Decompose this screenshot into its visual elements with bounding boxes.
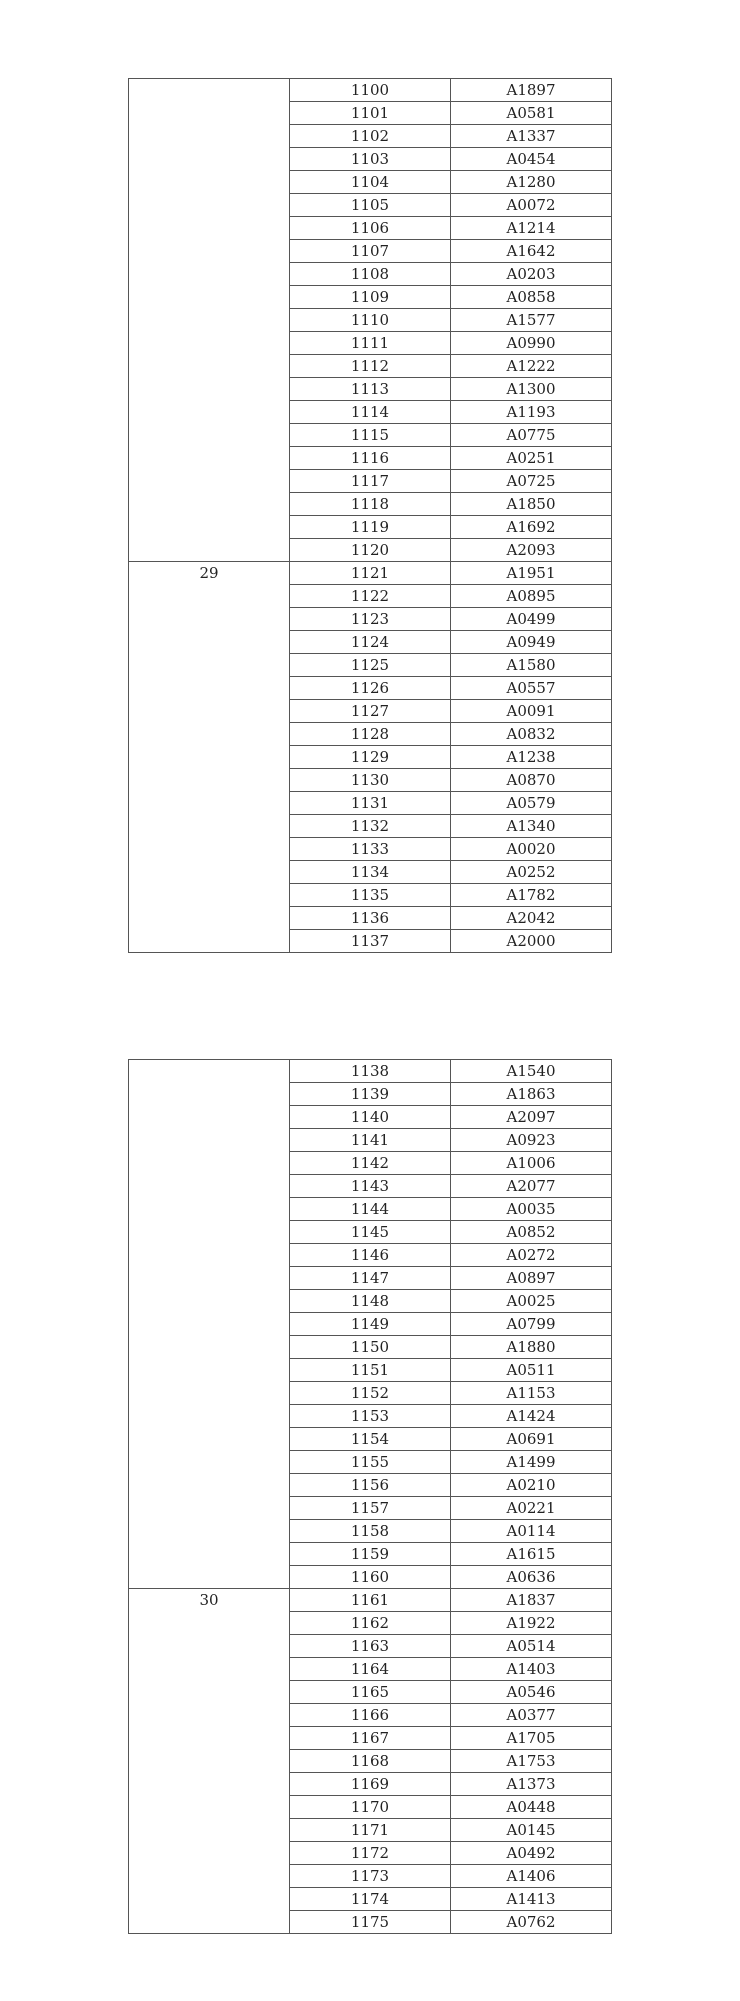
code-cell: A0832 — [451, 723, 612, 746]
sequence-number-cell: 1113 — [290, 378, 451, 401]
sequence-number-cell: 1160 — [290, 1566, 451, 1589]
code-cell: A0448 — [451, 1796, 612, 1819]
code-cell: A0252 — [451, 861, 612, 884]
code-cell: A1922 — [451, 1612, 612, 1635]
code-cell: A1850 — [451, 493, 612, 516]
table-row — [129, 79, 612, 102]
sequence-number-cell: 1114 — [290, 401, 451, 424]
assignment-table-page-2 — [128, 1059, 612, 1934]
code-cell: A0511 — [451, 1359, 612, 1382]
sequence-number-cell: 1163 — [290, 1635, 451, 1658]
code-cell: A1406 — [451, 1865, 612, 1888]
code-cell: A0203 — [451, 263, 612, 286]
sequence-number-cell: 1108 — [290, 263, 451, 286]
code-cell: A0557 — [451, 677, 612, 700]
group-number-cell — [129, 79, 290, 562]
code-cell: A1880 — [451, 1336, 612, 1359]
code-cell: A0799 — [451, 1313, 612, 1336]
sequence-number-cell: 1125 — [290, 654, 451, 677]
code-cell: A1337 — [451, 125, 612, 148]
code-cell: A2093 — [451, 539, 612, 562]
code-cell: A1580 — [451, 654, 612, 677]
sequence-number-cell: 1119 — [290, 516, 451, 539]
sequence-number-cell: 1172 — [290, 1842, 451, 1865]
code-cell: A0870 — [451, 769, 612, 792]
code-cell: A0990 — [451, 332, 612, 355]
sequence-number-cell: 1102 — [290, 125, 451, 148]
assignment-table-page-1 — [128, 78, 612, 953]
sequence-number-cell: 1112 — [290, 355, 451, 378]
sequence-number-cell: 1128 — [290, 723, 451, 746]
code-cell: A1577 — [451, 309, 612, 332]
code-cell: A0145 — [451, 1819, 612, 1842]
sequence-number-cell: 1146 — [290, 1244, 451, 1267]
code-cell: A0725 — [451, 470, 612, 493]
sequence-number-cell: 1105 — [290, 194, 451, 217]
group-number-cell: 29 — [129, 562, 290, 953]
code-cell: A2097 — [451, 1106, 612, 1129]
group-number-cell — [129, 1060, 290, 1589]
code-cell: A0852 — [451, 1221, 612, 1244]
sequence-number-cell: 1127 — [290, 700, 451, 723]
sequence-number-cell: 1143 — [290, 1175, 451, 1198]
code-cell: A0020 — [451, 838, 612, 861]
sequence-number-cell: 1101 — [290, 102, 451, 125]
sequence-number-cell: 1142 — [290, 1152, 451, 1175]
code-cell: A1642 — [451, 240, 612, 263]
sequence-number-cell: 1171 — [290, 1819, 451, 1842]
sequence-number-cell: 1150 — [290, 1336, 451, 1359]
code-cell: A0454 — [451, 148, 612, 171]
code-cell: A1837 — [451, 1589, 612, 1612]
sequence-number-cell: 1161 — [290, 1589, 451, 1612]
table-row — [129, 1060, 612, 1083]
sequence-number-cell: 1157 — [290, 1497, 451, 1520]
code-cell: A0492 — [451, 1842, 612, 1865]
sequence-number-cell: 1153 — [290, 1405, 451, 1428]
code-cell: A0949 — [451, 631, 612, 654]
sequence-number-cell: 1158 — [290, 1520, 451, 1543]
sequence-number-cell: 1139 — [290, 1083, 451, 1106]
code-cell: A0546 — [451, 1681, 612, 1704]
code-cell: A1300 — [451, 378, 612, 401]
code-cell: A1692 — [451, 516, 612, 539]
sequence-number-cell: 1137 — [290, 930, 451, 953]
sequence-number-cell: 1131 — [290, 792, 451, 815]
code-cell: A1705 — [451, 1727, 612, 1750]
table-row — [129, 562, 612, 585]
group-number-cell: 30 — [129, 1589, 290, 1934]
code-cell: A1222 — [451, 355, 612, 378]
code-cell: A0251 — [451, 447, 612, 470]
code-cell: A0579 — [451, 792, 612, 815]
code-cell: A1373 — [451, 1773, 612, 1796]
code-cell: A0272 — [451, 1244, 612, 1267]
code-cell: A0114 — [451, 1520, 612, 1543]
sequence-number-cell: 1164 — [290, 1658, 451, 1681]
table-body — [129, 79, 612, 953]
sequence-number-cell: 1130 — [290, 769, 451, 792]
sequence-number-cell: 1103 — [290, 148, 451, 171]
code-cell: A1753 — [451, 1750, 612, 1773]
code-cell: A1413 — [451, 1888, 612, 1911]
sequence-number-cell: 1170 — [290, 1796, 451, 1819]
sequence-number-cell: 1144 — [290, 1198, 451, 1221]
code-cell: A1340 — [451, 815, 612, 838]
code-cell: A0091 — [451, 700, 612, 723]
code-cell: A0858 — [451, 286, 612, 309]
code-cell: A1615 — [451, 1543, 612, 1566]
table-body — [129, 1060, 612, 1934]
sequence-number-cell: 1133 — [290, 838, 451, 861]
code-cell: A0636 — [451, 1566, 612, 1589]
code-cell: A0581 — [451, 102, 612, 125]
sequence-number-cell: 1152 — [290, 1382, 451, 1405]
sequence-number-cell: 1132 — [290, 815, 451, 838]
sequence-number-cell: 1135 — [290, 884, 451, 907]
code-cell: A1403 — [451, 1658, 612, 1681]
sequence-number-cell: 1116 — [290, 447, 451, 470]
code-cell: A0025 — [451, 1290, 612, 1313]
sequence-number-cell: 1136 — [290, 907, 451, 930]
sequence-number-cell: 1109 — [290, 286, 451, 309]
sequence-number-cell: 1149 — [290, 1313, 451, 1336]
code-cell: A0775 — [451, 424, 612, 447]
sequence-number-cell: 1168 — [290, 1750, 451, 1773]
code-cell: A0691 — [451, 1428, 612, 1451]
sequence-number-cell: 1126 — [290, 677, 451, 700]
table-row — [129, 1589, 612, 1612]
sequence-number-cell: 1159 — [290, 1543, 451, 1566]
sequence-number-cell: 1151 — [290, 1359, 451, 1382]
sequence-number-cell: 1174 — [290, 1888, 451, 1911]
code-cell: A1238 — [451, 746, 612, 769]
sequence-number-cell: 1134 — [290, 861, 451, 884]
code-cell: A1280 — [451, 171, 612, 194]
code-cell: A1424 — [451, 1405, 612, 1428]
sequence-number-cell: 1156 — [290, 1474, 451, 1497]
code-cell: A1863 — [451, 1083, 612, 1106]
sequence-number-cell: 1169 — [290, 1773, 451, 1796]
sequence-number-cell: 1165 — [290, 1681, 451, 1704]
sequence-number-cell: 1118 — [290, 493, 451, 516]
sequence-number-cell: 1175 — [290, 1911, 451, 1934]
sequence-number-cell: 1145 — [290, 1221, 451, 1244]
sequence-number-cell: 1167 — [290, 1727, 451, 1750]
sequence-number-cell: 1110 — [290, 309, 451, 332]
sequence-number-cell: 1107 — [290, 240, 451, 263]
code-cell: A1499 — [451, 1451, 612, 1474]
code-cell: A0895 — [451, 585, 612, 608]
code-cell: A0514 — [451, 1635, 612, 1658]
code-cell: A1193 — [451, 401, 612, 424]
sequence-number-cell: 1117 — [290, 470, 451, 493]
code-cell: A0377 — [451, 1704, 612, 1727]
code-cell: A0897 — [451, 1267, 612, 1290]
code-cell: A1951 — [451, 562, 612, 585]
sequence-number-cell: 1148 — [290, 1290, 451, 1313]
code-cell: A0210 — [451, 1474, 612, 1497]
sequence-number-cell: 1122 — [290, 585, 451, 608]
sequence-number-cell: 1166 — [290, 1704, 451, 1727]
sequence-number-cell: 1124 — [290, 631, 451, 654]
sequence-number-cell: 1162 — [290, 1612, 451, 1635]
sequence-number-cell: 1141 — [290, 1129, 451, 1152]
sequence-number-cell: 1115 — [290, 424, 451, 447]
sequence-number-cell: 1120 — [290, 539, 451, 562]
sequence-number-cell: 1111 — [290, 332, 451, 355]
sequence-number-cell: 1123 — [290, 608, 451, 631]
code-cell: A1897 — [451, 79, 612, 102]
code-cell: A0923 — [451, 1129, 612, 1152]
code-cell: A1006 — [451, 1152, 612, 1175]
code-cell: A2042 — [451, 907, 612, 930]
sequence-number-cell: 1121 — [290, 562, 451, 585]
code-cell: A1153 — [451, 1382, 612, 1405]
sequence-number-cell: 1140 — [290, 1106, 451, 1129]
code-cell: A1782 — [451, 884, 612, 907]
sequence-number-cell: 1138 — [290, 1060, 451, 1083]
code-cell: A0035 — [451, 1198, 612, 1221]
code-cell: A1540 — [451, 1060, 612, 1083]
sequence-number-cell: 1104 — [290, 171, 451, 194]
sequence-number-cell: 1154 — [290, 1428, 451, 1451]
code-cell: A2000 — [451, 930, 612, 953]
code-cell: A0072 — [451, 194, 612, 217]
code-cell: A0499 — [451, 608, 612, 631]
sequence-number-cell: 1147 — [290, 1267, 451, 1290]
code-cell: A1214 — [451, 217, 612, 240]
sequence-number-cell: 1173 — [290, 1865, 451, 1888]
sequence-number-cell: 1155 — [290, 1451, 451, 1474]
code-cell: A0221 — [451, 1497, 612, 1520]
sequence-number-cell: 1100 — [290, 79, 451, 102]
sequence-number-cell: 1106 — [290, 217, 451, 240]
code-cell: A2077 — [451, 1175, 612, 1198]
sequence-number-cell: 1129 — [290, 746, 451, 769]
code-cell: A0762 — [451, 1911, 612, 1934]
